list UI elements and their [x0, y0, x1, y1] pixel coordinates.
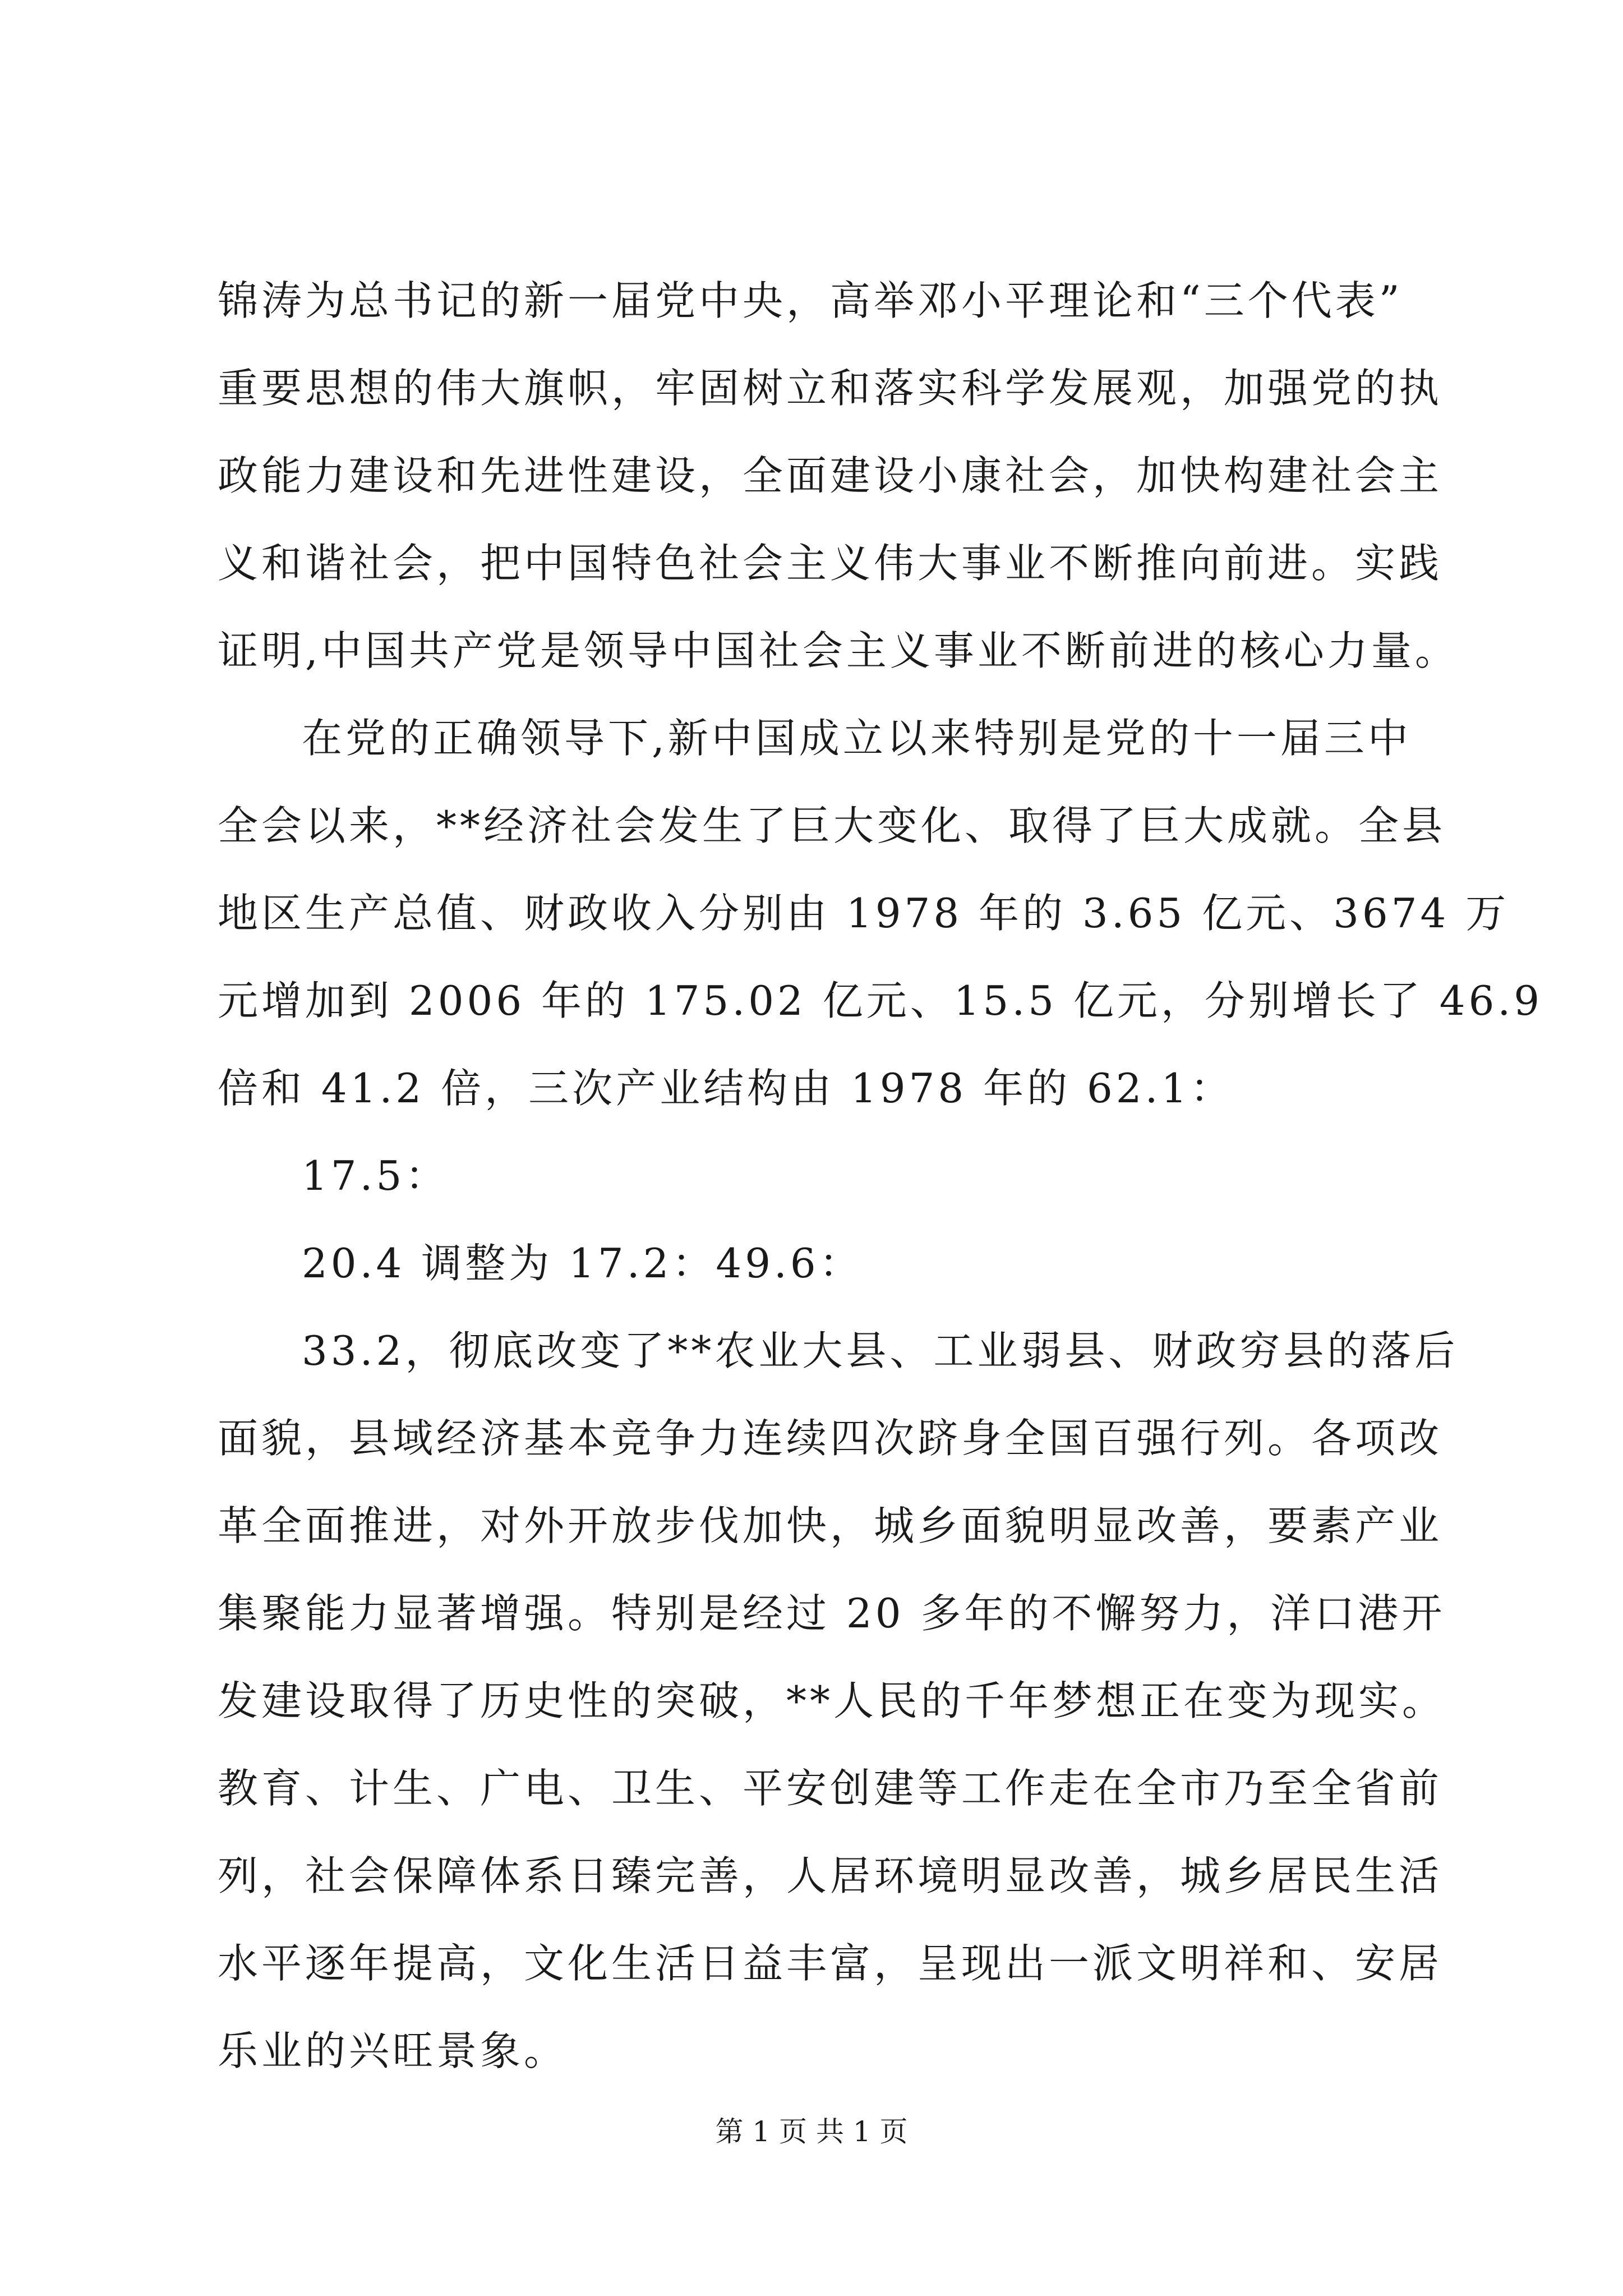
text-line: 革全面推进，对外开放步伐加快，城乡面貌明显改善，要素产业: [218, 1502, 1443, 1549]
page-footer: 第 1 页 共 1 页: [715, 2115, 908, 2148]
text-line: 面貌，县域经济基本竞争力连续四次跻身全国百强行列。各项改: [218, 1415, 1443, 1462]
paragraph-start-line: 20.4 调整为 17.2：49.6：: [302, 1240, 863, 1287]
text-line: 政能力建设和先进性建设，全面建设小康社会，加快构建社会主: [218, 452, 1443, 499]
text-line: 重要思想的伟大旗帜，牢固树立和落实科学发展观，加强党的执: [218, 365, 1443, 412]
text-line: 发建设取得了历史性的突破，**人民的千年梦想正在变为现实。: [218, 1677, 1446, 1724]
text-line: 教育、计生、广电、卫生、平安创建等工作走在全市乃至全省前: [218, 1765, 1443, 1812]
text-line: 锦涛为总书记的新一届党中央，高举邓小平理论和“三个代表”: [218, 277, 1403, 324]
text-line: 水平逐年提高，文化生活日益丰富，呈现出一派文明祥和、安居: [218, 1940, 1443, 1987]
body-text: [218, 257, 1543, 2095]
text-line: 义和谐社会，把中国特色社会主义伟大事业不断推向前进。实践: [218, 540, 1443, 587]
text-line: 元增加到 2006 年的 175.02 亿元、15.5 亿元，分别增长了 46.9: [218, 977, 1543, 1024]
paragraph-start-line: 17.5：: [302, 1152, 449, 1199]
text-line: 地区生产总值、财政收入分别由 1978 年的 3.65 亿元、3674 万: [218, 890, 1510, 937]
paragraph-start-line: 33.2，彻底改变了**农业大县、工业弱县、财政穷县的落后: [302, 1327, 1459, 1374]
paragraph-start-line: 在党的正确领导下,新中国成立以来特别是党的十一届三中: [302, 715, 1412, 762]
text-line: 集聚能力显著增强。特别是经过 20 多年的不懈努力，洋口港开: [218, 1590, 1446, 1637]
text-line: 全会以来，**经济社会发生了巨大变化、取得了巨大成就。全县: [218, 802, 1446, 849]
text-line: 列，社会保障体系日臻完善，人居环境明显改善，城乡居民生活: [218, 1852, 1443, 1899]
text-line: 证明,中国共产党是领导中国社会主义事业不断前进的核心力量。: [218, 627, 1459, 674]
text-line: 倍和 41.2 倍，三次产业结构由 1978 年的 62.1：: [218, 1065, 1234, 1112]
text-line: 乐业的兴旺景象。: [218, 2027, 568, 2074]
